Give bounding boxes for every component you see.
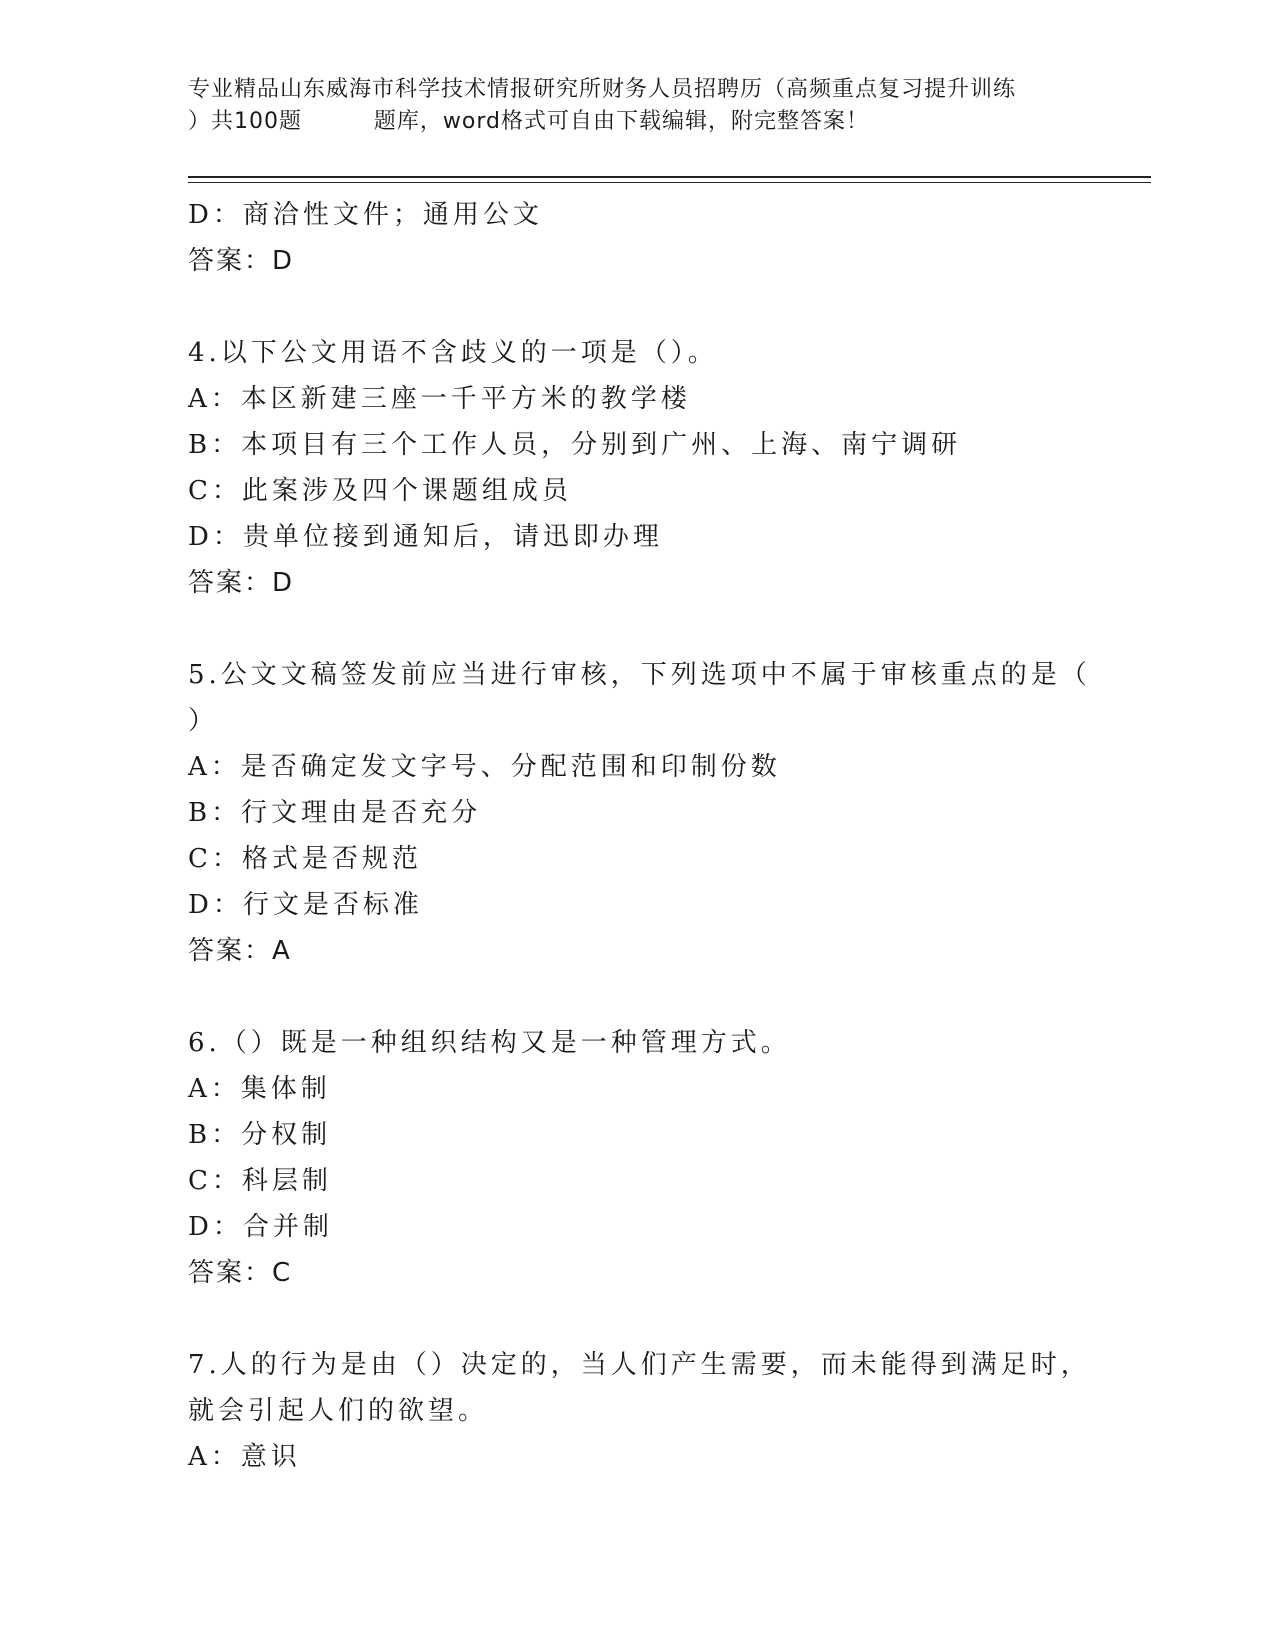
option-d: D：合并制 (188, 1212, 333, 1242)
header-line-1: 专业精品山东威海市科学技术情报研究所财务人员招聘历（高频重点复习提升训练 (188, 77, 1017, 102)
question-gap (188, 974, 1088, 1020)
header-rule-thick (188, 176, 1151, 178)
question-gap (188, 284, 1088, 330)
answer-line: 答案：C (188, 1258, 293, 1288)
question-stem-cont: ） (188, 706, 219, 736)
question-stem-cont: 就会引起人们的欲望。 (188, 1396, 489, 1426)
option-a: A：本区新建三座一千平方米的教学楼 (188, 384, 691, 414)
option-c: C：此案涉及四个课题组成员 (188, 476, 572, 506)
answer-line: 答案：A (188, 936, 292, 966)
option-a: A：意识 (188, 1442, 301, 1472)
option-d: D：行文是否标准 (188, 890, 423, 920)
question-stem: 7.人的行为是由（）决定的，当人们产生需要，而未能得到满足时， (188, 1350, 1091, 1380)
answer-line: 答案：D (188, 568, 295, 598)
question-stem: 5.公文文稿签发前应当进行审核，下列选项中不属于审核重点的是（ (188, 660, 1091, 690)
option-b: B：分权制 (188, 1120, 332, 1150)
option-a: A：是否确定发文字号、分配范围和印制份数 (188, 752, 781, 782)
option-c: C：格式是否规范 (188, 844, 422, 874)
question-gap (188, 606, 1088, 652)
header-line-2: ）共100题 题库，word格式可自由下载编辑，附完整答案！ (188, 109, 870, 134)
question-stem: 4.以下公文用语不含歧义的一项是（）。 (188, 338, 718, 368)
question-stem: 6.（）既是一种组织结构又是一种管理方式。 (188, 1028, 791, 1058)
document-header (188, 74, 1088, 138)
option-d: D：贵单位接到通知后，请迅即办理 (188, 522, 663, 552)
document-body (188, 192, 1091, 1480)
question-gap (188, 1296, 1088, 1342)
option-b: B：行文理由是否充分 (188, 798, 482, 828)
option-c: C：科层制 (188, 1166, 332, 1196)
answer-line: 答案：D (188, 246, 295, 276)
header-rule-thin (188, 182, 1151, 183)
option-b: B：本项目有三个工作人员，分别到广州、上海、南宁调研 (188, 430, 962, 460)
option-d: D：商洽性文件；通用公文 (188, 200, 543, 230)
option-a: A：集体制 (188, 1074, 331, 1104)
